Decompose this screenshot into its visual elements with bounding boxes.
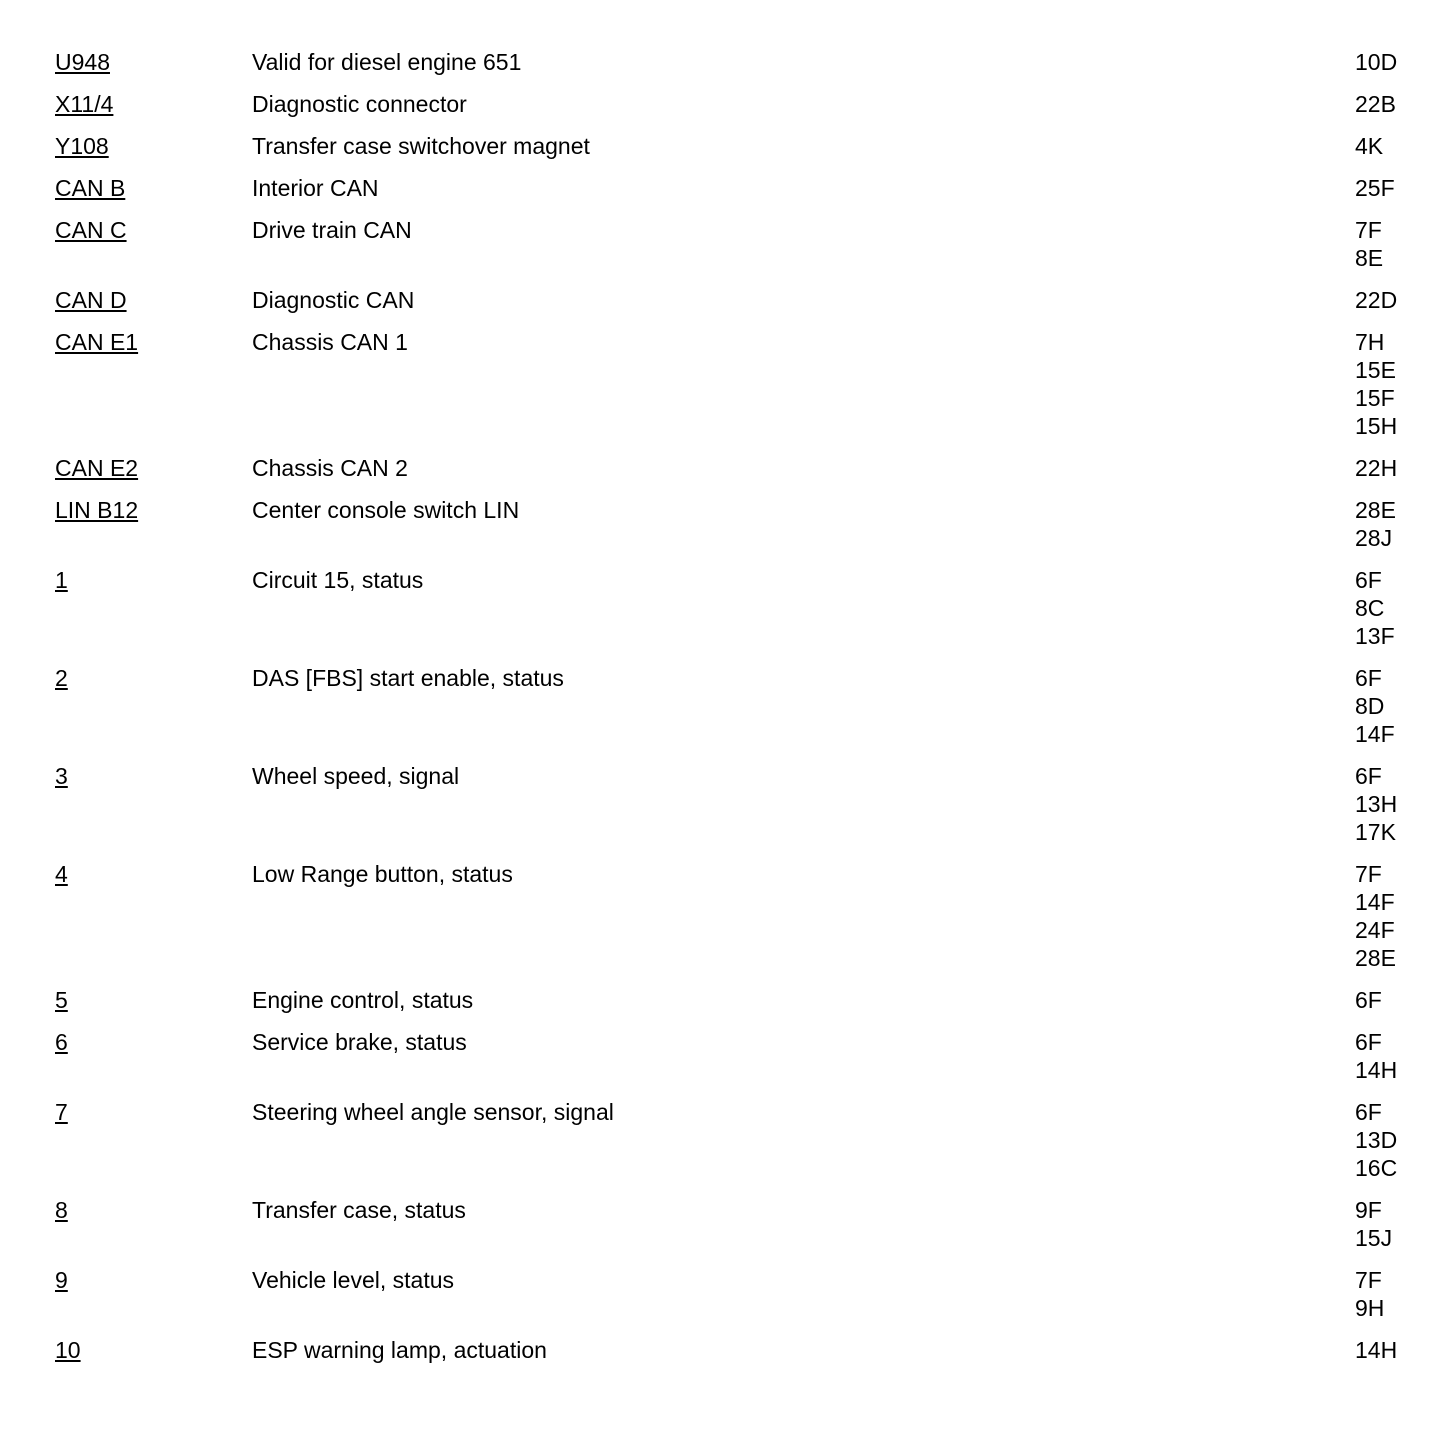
grid-reference[interactable]: 28E bbox=[1355, 497, 1396, 523]
legend-row bbox=[55, 566, 1415, 650]
grid-reference[interactable]: 6F bbox=[1355, 567, 1382, 593]
legend-grid-refs bbox=[1355, 496, 1415, 552]
legend-row bbox=[55, 1336, 1415, 1364]
grid-reference[interactable]: 14H bbox=[1355, 1057, 1398, 1083]
legend-description: Valid for diesel engine 651 bbox=[252, 49, 522, 75]
legend-grid-refs bbox=[1355, 566, 1415, 650]
legend-description: Low Range button, status bbox=[252, 861, 513, 887]
grid-reference[interactable]: 17K bbox=[1355, 819, 1396, 845]
legend-code-link[interactable]: Y108 bbox=[55, 133, 109, 159]
grid-reference[interactable]: 15J bbox=[1355, 1225, 1393, 1251]
legend-code-link[interactable]: CAN C bbox=[55, 217, 127, 243]
grid-reference[interactable]: 13D bbox=[1355, 1127, 1398, 1153]
legend-description: Transfer case, status bbox=[252, 1197, 466, 1223]
legend-row bbox=[55, 174, 1415, 202]
legend-row bbox=[55, 986, 1415, 1014]
legend-code-link[interactable]: 9 bbox=[55, 1267, 68, 1293]
legend-grid-refs bbox=[1355, 286, 1415, 314]
legend-row bbox=[55, 1266, 1415, 1322]
legend-description: Service brake, status bbox=[252, 1029, 467, 1055]
legend-description: Wheel speed, signal bbox=[252, 763, 460, 789]
legend-code-link[interactable]: CAN B bbox=[55, 175, 126, 201]
grid-reference[interactable]: 9F bbox=[1355, 1197, 1382, 1223]
legend-grid-refs bbox=[1355, 860, 1415, 972]
grid-reference[interactable]: 6F bbox=[1355, 763, 1382, 789]
grid-reference[interactable]: 7F bbox=[1355, 861, 1382, 887]
legend-code-link[interactable]: 1 bbox=[55, 567, 68, 593]
legend-row bbox=[55, 216, 1415, 272]
grid-reference[interactable]: 8D bbox=[1355, 693, 1385, 719]
legend-row bbox=[55, 664, 1415, 748]
grid-reference[interactable]: 7H bbox=[1355, 329, 1385, 355]
grid-reference[interactable]: 25F bbox=[1355, 175, 1395, 201]
legend-row bbox=[55, 48, 1415, 76]
legend-code-link[interactable]: 3 bbox=[55, 763, 68, 789]
legend-row bbox=[55, 1196, 1415, 1252]
legend-description: Diagnostic connector bbox=[252, 91, 467, 117]
legend-code-link[interactable]: 6 bbox=[55, 1029, 68, 1055]
legend-row bbox=[55, 286, 1415, 314]
legend-description: Center console switch LIN bbox=[252, 497, 520, 523]
grid-reference[interactable]: 6F bbox=[1355, 1029, 1382, 1055]
grid-reference[interactable]: 15E bbox=[1355, 357, 1396, 383]
legend-description: Interior CAN bbox=[252, 175, 379, 201]
grid-reference[interactable]: 6F bbox=[1355, 1099, 1382, 1125]
legend-code-link[interactable]: 2 bbox=[55, 665, 68, 691]
legend-grid-refs bbox=[1355, 1196, 1415, 1252]
grid-reference[interactable]: 8E bbox=[1355, 245, 1384, 271]
legend-grid-refs bbox=[1355, 1336, 1415, 1364]
legend-grid-refs bbox=[1355, 174, 1415, 202]
legend-description: Diagnostic CAN bbox=[252, 287, 415, 313]
legend-code-link[interactable]: U948 bbox=[55, 49, 110, 75]
legend-grid-refs bbox=[1355, 328, 1415, 440]
legend-description: Steering wheel angle sensor, signal bbox=[252, 1099, 614, 1125]
legend-table bbox=[55, 48, 1415, 1378]
grid-reference[interactable]: 15H bbox=[1355, 413, 1398, 439]
grid-reference[interactable]: 9H bbox=[1355, 1295, 1385, 1321]
legend-row bbox=[55, 90, 1415, 118]
grid-reference[interactable]: 14F bbox=[1355, 889, 1395, 915]
grid-reference[interactable]: 13F bbox=[1355, 623, 1395, 649]
legend-description: DAS [FBS] start enable, status bbox=[252, 665, 564, 691]
legend-description: Circuit 15, status bbox=[252, 567, 424, 593]
legend-grid-refs bbox=[1355, 664, 1415, 748]
legend-code-link[interactable]: CAN E1 bbox=[55, 329, 139, 355]
legend-row bbox=[55, 328, 1415, 440]
legend-row bbox=[55, 860, 1415, 972]
legend-code-link[interactable]: CAN E2 bbox=[55, 455, 139, 481]
legend-grid-refs bbox=[1355, 1028, 1415, 1084]
grid-reference[interactable]: 15F bbox=[1355, 385, 1395, 411]
legend-code-link[interactable]: 7 bbox=[55, 1099, 68, 1125]
grid-reference[interactable]: 8C bbox=[1355, 595, 1385, 621]
legend-code-link[interactable]: 8 bbox=[55, 1197, 68, 1223]
legend-grid-refs bbox=[1355, 48, 1415, 76]
grid-reference[interactable]: 28J bbox=[1355, 525, 1393, 551]
legend-grid-refs bbox=[1355, 986, 1415, 1014]
legend-code-link[interactable]: X11/4 bbox=[55, 91, 114, 117]
grid-reference[interactable]: 22D bbox=[1355, 287, 1398, 313]
grid-reference[interactable]: 6F bbox=[1355, 665, 1382, 691]
legend-grid-refs bbox=[1355, 454, 1415, 482]
legend-description: Transfer case switchover magnet bbox=[252, 133, 590, 159]
grid-reference[interactable]: 14F bbox=[1355, 721, 1395, 747]
legend-grid-refs bbox=[1355, 762, 1415, 846]
legend-description: Engine control, status bbox=[252, 987, 474, 1013]
legend-code-link[interactable]: 5 bbox=[55, 987, 68, 1013]
legend-grid-refs bbox=[1355, 90, 1415, 118]
grid-reference[interactable]: 10D bbox=[1355, 49, 1398, 75]
legend-code-link[interactable]: CAN D bbox=[55, 287, 127, 313]
grid-reference[interactable]: 13H bbox=[1355, 791, 1398, 817]
grid-reference[interactable]: 4K bbox=[1355, 133, 1384, 159]
legend-description: Drive train CAN bbox=[252, 217, 412, 243]
grid-reference[interactable]: 22H bbox=[1355, 455, 1398, 481]
legend-code-link[interactable]: 4 bbox=[55, 861, 68, 887]
legend-row bbox=[55, 762, 1415, 846]
legend-description: ESP warning lamp, actuation bbox=[252, 1337, 547, 1363]
grid-reference[interactable]: 16C bbox=[1355, 1155, 1398, 1181]
legend-row bbox=[55, 454, 1415, 482]
legend-description: Chassis CAN 2 bbox=[252, 455, 408, 481]
legend-description: Chassis CAN 1 bbox=[252, 329, 408, 355]
legend-code-link[interactable]: 10 bbox=[55, 1337, 81, 1363]
grid-reference[interactable]: 7F bbox=[1355, 217, 1382, 243]
legend-row bbox=[55, 132, 1415, 160]
grid-reference[interactable]: 14H bbox=[1355, 1337, 1398, 1363]
grid-reference[interactable]: 24F bbox=[1355, 917, 1395, 943]
legend-grid-refs bbox=[1355, 216, 1415, 272]
legend-row bbox=[55, 1098, 1415, 1182]
legend-grid-refs bbox=[1355, 1266, 1415, 1322]
legend-description: Vehicle level, status bbox=[252, 1267, 455, 1293]
grid-reference[interactable]: 22B bbox=[1355, 91, 1396, 117]
grid-reference[interactable]: 28E bbox=[1355, 945, 1396, 971]
legend-row bbox=[55, 1028, 1415, 1084]
grid-reference[interactable]: 7F bbox=[1355, 1267, 1382, 1293]
legend-row bbox=[55, 496, 1415, 552]
legend-grid-refs bbox=[1355, 132, 1415, 160]
grid-reference[interactable]: 6F bbox=[1355, 987, 1382, 1013]
legend-grid-refs bbox=[1355, 1098, 1415, 1182]
legend-code-link[interactable]: LIN B12 bbox=[55, 497, 139, 523]
